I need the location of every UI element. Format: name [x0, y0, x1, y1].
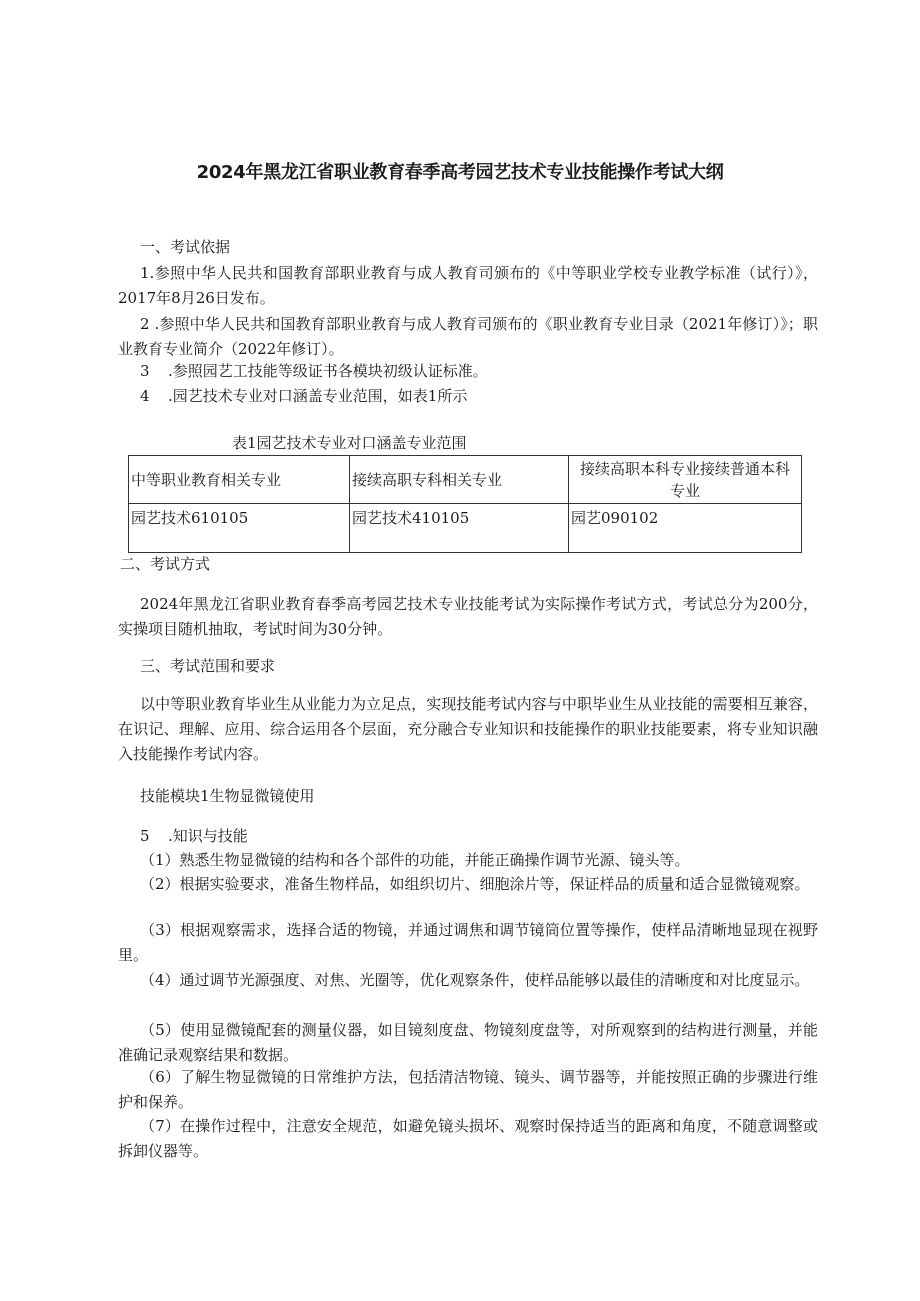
- basis-item-2: 2 .参照中华人民共和国教育部职业教育与成人教育司颁布的《职业教育专业目录（2021年修订）》；职业教育专业简介（2022年修订）。: [118, 315, 818, 358]
- skill-item: （1）熟悉生物显微镜的结构和各个部件的功能，并能正确操作调节光源、镜头等。: [140, 851, 690, 869]
- section-1-heading: 一、考试依据: [140, 238, 231, 256]
- subsection-heading: [140, 826, 248, 846]
- skill-item: （7）在操作过程中，注意安全规范，如避免镜头损坏、观察时保持适当的距离和角度，不随意调整或拆卸仪器等。: [118, 1117, 818, 1160]
- document-title: 2024年黑龙江省职业教育春季高考园艺技术专业技能操作考试大纲: [196, 162, 724, 183]
- section-2-heading: 二、考试方式: [120, 555, 211, 573]
- table-cell: 园艺技术610105: [129, 504, 350, 553]
- basis-item-3-text: .参照园艺工技能等级证书各模块初级认证标准。: [168, 362, 488, 380]
- table-header-row: [129, 456, 802, 504]
- basis-item-4-text: .园艺技术专业对口涵盖专业范围，如表1所示: [168, 387, 468, 405]
- skill-item: （6）了解生物显微镜的日常维护方法，包括清洁物镜、镜头、调节器等，并能按照正确的步骤进行维护和保养。: [118, 1068, 818, 1111]
- skill-item: （5）使用显微镜配套的测量仪器，如目镜刻度盘、物镜刻度盘等，对所观察到的结构进行测量，并能准确记录观察结果和数据。: [118, 1021, 818, 1064]
- table-cell: 园艺090102: [569, 504, 802, 553]
- section-2-paragraph: 2024年黑龙江省职业教育春季高考园艺技术专业技能考试为实际操作考试方式，考试总分为200分，实操项目随机抽取，考试时间为30分钟。: [118, 595, 818, 638]
- table-caption: 表1园艺技术专业对口涵盖专业范围: [232, 434, 467, 452]
- table-header-cell: 接续高职本科专业接续普通本科专业: [569, 456, 802, 504]
- section-3-heading: 三、考试范围和要求: [140, 657, 276, 675]
- skill-item: （3）根据观察需求，选择合适的物镜，并通过调焦和调节镜筒位置等操作，使样品清晰地显现在视野里。: [118, 921, 818, 964]
- coverage-table: [128, 455, 802, 553]
- table-cell: 园艺技术410105: [350, 504, 569, 553]
- basis-item-3-number: 3: [140, 362, 150, 380]
- skill-item: （2）根据实验要求，准备生物样品，如组织切片、细胞涂片等，保证样品的质量和适合显微镜观察。: [140, 875, 810, 893]
- module-heading: 技能模块1生物显微镜使用: [140, 787, 315, 805]
- skill-item: （4）通过调节光源强度、对焦、光圈等，优化观察条件，使样品能够以最佳的清晰度和对比度显示。: [140, 971, 810, 989]
- basis-item-4: [140, 386, 467, 406]
- basis-item-1: 1.参照中华人民共和国教育部职业教育与成人教育司颁布的《中等职业学校专业教学标准（试行）》，2017年8月26日发布。: [118, 264, 818, 307]
- basis-item-3: [140, 361, 488, 381]
- table-header-cell: 中等职业教育相关专业: [129, 456, 350, 504]
- basis-item-4-number: 4: [140, 387, 150, 405]
- subsection-number: 5: [140, 827, 150, 845]
- section-3-paragraph: 以中等职业教育毕业生从业能力为立足点，实现技能考试内容与中职毕业生从业技能的需要相互兼容，在识记、理解、应用、综合运用各个层面，充分融合专业知识和技能操作的职业技能要素，将专业知识融入技能操作考试内容。: [118, 695, 818, 763]
- table-header-cell: 接续高职专科相关专业: [350, 456, 569, 504]
- table-row: [129, 504, 802, 553]
- subsection-text: .知识与技能: [168, 827, 248, 845]
